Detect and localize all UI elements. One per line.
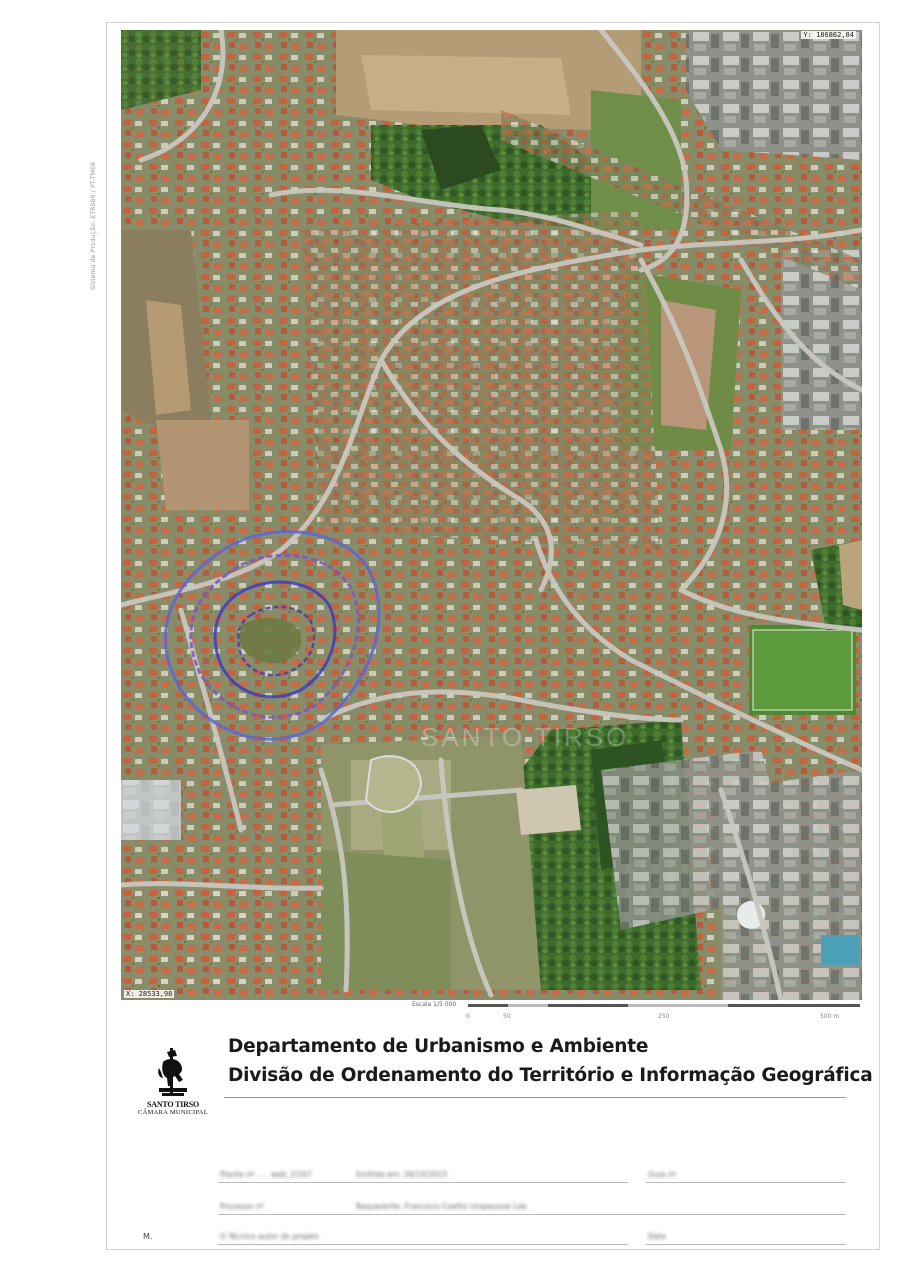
- scale-segment: [548, 1004, 628, 1007]
- coordinate-southwest: X: 28533,98: [126, 990, 173, 998]
- field-guia: Guia nº: [648, 1170, 676, 1179]
- aerial-photo: [121, 30, 862, 1000]
- watermark: SANTO TIRSO: [421, 722, 630, 752]
- field-underline: [218, 1214, 846, 1215]
- scale-tick: 250: [658, 1013, 670, 1020]
- scale-segment: [468, 1004, 508, 1007]
- municipal-logo: [136, 1048, 210, 1138]
- field-underline: [218, 1244, 628, 1245]
- aerial-map: [121, 30, 862, 1000]
- field-processo: Processo nº: [220, 1202, 264, 1211]
- division-title: Divisão de Ordenamento do Território e Informação Geográfica: [228, 1065, 873, 1086]
- scale-segment: [728, 1004, 860, 1007]
- footer-mark: M.: [143, 1232, 153, 1241]
- scale-tick: 500 m: [820, 1013, 840, 1020]
- logo-subtitle: CÂMARA MUNICIPAL: [137, 1109, 209, 1116]
- field-tecnico: O Técnico autor do projeto: [220, 1232, 319, 1241]
- logo-name: SANTO TIRSO: [147, 1100, 199, 1109]
- scale-tick: 50: [503, 1013, 511, 1020]
- field-planta: Planta nº ..... web_2/107: [220, 1170, 312, 1179]
- scale-track: [468, 1004, 860, 1007]
- projection-note: Sistema de Produção: ETRS89 / PT-TM06: [90, 161, 97, 290]
- scale-tick: 0: [466, 1013, 470, 1020]
- lion-crest-icon: [153, 1048, 193, 1098]
- field-data: Data: [648, 1232, 666, 1241]
- title-divider: [224, 1097, 846, 1098]
- field-underline: [646, 1182, 846, 1183]
- header-titles: [228, 1032, 873, 1090]
- scale-bar: [400, 1001, 870, 1023]
- field-underline: [646, 1244, 846, 1245]
- field-requerente: Requerente: Francisco Coelho Unipessoal Lda: [356, 1202, 527, 1211]
- scale-label: Escala 1/5 000: [412, 1001, 457, 1008]
- field-underline: [218, 1182, 628, 1183]
- department-title: Departamento de Urbanismo e Ambiente: [228, 1036, 649, 1057]
- coordinate-northeast: Y: 186862,84: [803, 31, 854, 39]
- field-emitida: Emitida em: 26/10/2023: [356, 1170, 447, 1179]
